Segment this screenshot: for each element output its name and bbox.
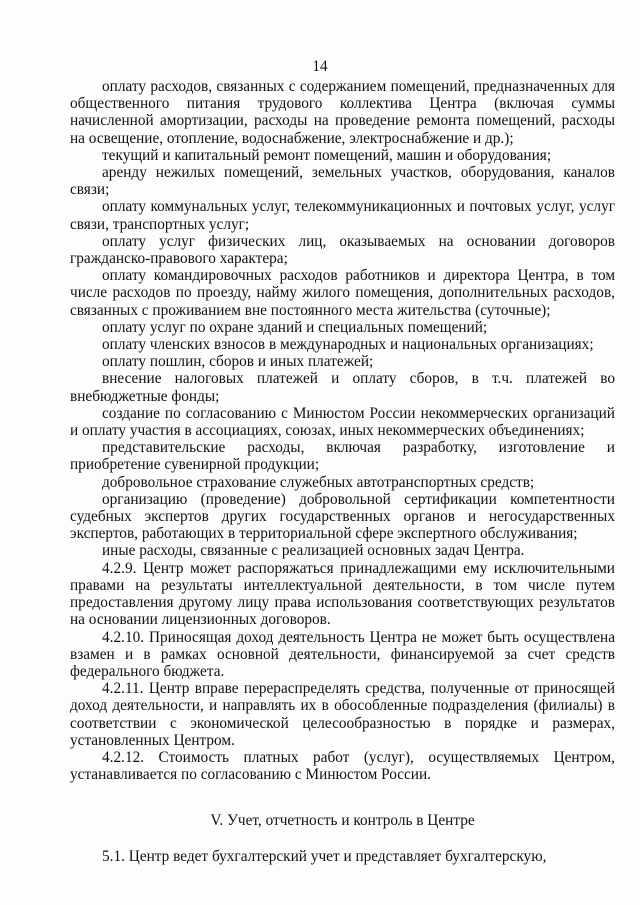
clause-4-2-11: 4.2.11. Центр вправе перераспределять средства, полученные от приносящей доход деятельности, и направлять их в обособленные подразделения (филиалы) в соответствии с экономической целесообразностью в порядке и размерах, установленных Центром. (70, 680, 615, 749)
paragraph: добровольное страхование служебных автотранспортных средств; (102, 473, 535, 491)
paragraph: оплату командировочных расходов работников и директора Центра, в том числе расходов по проезду, найму жилого помещения, дополнительных расходов, связанных с проживанием вне постоянного места жительства (суточные); (70, 267, 615, 319)
paragraph: текущий и капитальный ремонт помещений, машин и оборудования; (102, 146, 552, 164)
clause-4-2-10: 4.2.10. Приносящая доход деятельность Центра не может быть осуществлена взамен и в рамках основной деятельности, финансируемой за счет средств федерального бюджета. (70, 628, 615, 680)
paragraph: оплату коммунальных услуг, телекоммуникационных и почтовых услуг, услуг связи, транспортных услуг; (70, 198, 615, 233)
paragraph: оплату расходов, связанных с содержанием помещений, предназначенных для общественного питания трудового коллектива Центра (включая суммы начисленной амортизации, расходы на проведение ремонта помещений, расходы на освещение, отопление, водоснабжение, электроснабжение и др.); (70, 78, 615, 147)
paragraph: оплату пошлин, сборов и иных платежей; (102, 353, 374, 371)
paragraph: внесение налоговых платежей и оплату сборов, в т.ч. платежей во внебюджетные фонды; (70, 370, 615, 405)
paragraph: оплату членских взносов в международных и национальных организациях; (102, 336, 594, 354)
paragraph: иные расходы, связанные с реализацией основных задач Центра. (102, 542, 525, 560)
clause-5-1: 5.1. Центр ведет бухгалтерский учет и представляет бухгалтерскую, (102, 848, 547, 865)
paragraph: аренду нежилых помещений, земельных участков, оборудования, каналов связи; (70, 164, 615, 199)
paragraph: организацию (проведение) добровольной сертификации компетентности судебных экспертов других государственных органов и негосударственных экспертов, работающих в территориальной сфере экспертного обслуживания; (70, 490, 615, 543)
section-heading: V. Учет, отчетность и контроль в Центре (210, 812, 475, 829)
paragraph: оплату услуг по охране зданий и специальных помещений; (102, 318, 488, 336)
paragraph: представительские расходы, включая разработку, изготовление и приобретение сувенирной продукции; (70, 439, 615, 474)
page-number: 14 (312, 58, 328, 75)
clause-4-2-12: 4.2.12. Стоимость платных работ (услуг), осуществляемых Центром, устанавливается по согласованию с Минюстом России. (70, 748, 615, 784)
paragraph: оплату услуг физических лиц, оказываемых на основании договоров гражданско-правового характера; (70, 232, 615, 268)
body-text (70, 78, 615, 783)
clause-4-2-9: 4.2.9. Центр может распоряжаться принадлежащими ему исключительными правами на результаты интеллектуальной деятельности, в том числе путем предоставления другому лицу права использования соответствующих результатов на основании лицензионных договоров. (70, 559, 615, 629)
paragraph: создание по согласованию с Минюстом России некоммерческих организаций и оплату участия в ассоциациях, союзах, иных некоммерческих объединениях; (70, 404, 615, 440)
